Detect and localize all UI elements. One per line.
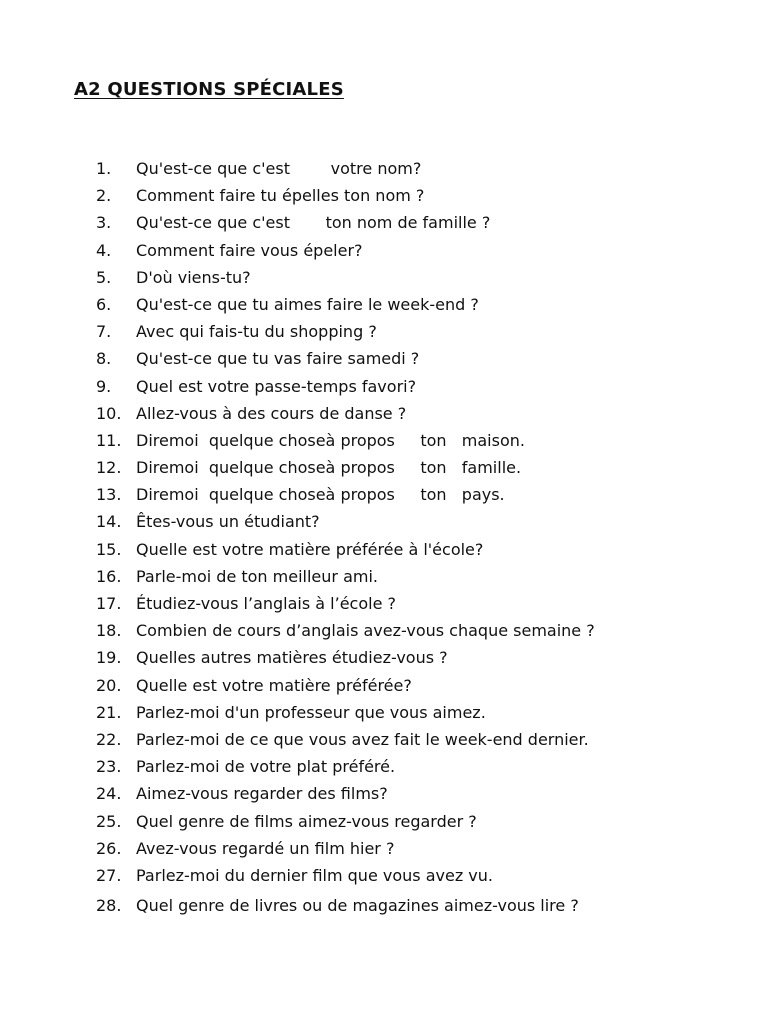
question-text: Quelle est votre matière préférée? (136, 675, 412, 695)
list-item (96, 209, 595, 236)
question-text: Aimez-vous regarder des films? (136, 784, 388, 804)
list-item (96, 862, 595, 889)
list-item (96, 780, 595, 807)
question-text: Diremoi quelque choseà propos ton famille. (136, 458, 522, 478)
question-text: Combien de cours d’anglais avez-vous chaque semaine ? (136, 621, 595, 641)
question-number: 6. (96, 294, 112, 314)
list-item (96, 508, 595, 535)
question-text: Quelles autres matières étudiez-vous ? (136, 648, 448, 668)
list-item (96, 454, 595, 481)
question-text: Êtes-vous un étudiant? (136, 512, 320, 532)
question-number: 7. (96, 322, 112, 342)
question-text: Quel genre de livres ou de magazines aimez-vous lire ? (136, 896, 579, 916)
list-item (96, 182, 595, 209)
list-item (96, 264, 595, 291)
question-number: 19. (96, 648, 122, 668)
question-text: Parlez-moi de votre plat préféré. (136, 757, 396, 777)
question-number: 3. (96, 213, 112, 233)
question-text: Parlez-moi de ce que vous avez fait le week-end dernier. (136, 729, 589, 749)
list-item (96, 726, 595, 753)
list-item (96, 155, 595, 182)
list-item (96, 808, 595, 835)
question-number: 22. (96, 729, 122, 749)
list-item (96, 835, 595, 862)
list-item (96, 699, 595, 726)
question-number: 4. (96, 240, 112, 260)
question-number: 12. (96, 458, 122, 478)
list-item (96, 481, 595, 508)
question-list (96, 155, 595, 919)
question-number: 28. (96, 896, 122, 916)
page-title: A2 QUESTIONS SPÉCIALES (74, 79, 344, 100)
question-number: 9. (96, 376, 112, 396)
list-item (96, 427, 595, 454)
question-number: 20. (96, 675, 122, 695)
question-number: 2. (96, 186, 112, 206)
question-text: Qu'est-ce que tu vas faire samedi ? (136, 349, 420, 369)
question-text: Avez-vous regardé un film hier ? (136, 838, 395, 858)
question-number: 25. (96, 811, 122, 831)
question-text: Étudiez-vous l’anglais à l’école ? (136, 594, 396, 613)
question-number: 8. (96, 349, 112, 369)
question-number: 13. (96, 485, 122, 505)
question-number: 26. (96, 838, 122, 858)
question-text: Parlez-moi du dernier film que vous avez vu. (136, 865, 493, 885)
list-item (96, 318, 595, 345)
question-number: 17. (96, 594, 122, 613)
question-text: Parle-moi de ton meilleur ami. (136, 566, 378, 586)
list-item (96, 892, 595, 919)
question-number: 11. (96, 430, 122, 450)
question-text: Qu'est-ce que c'est ton nom de famille ? (136, 213, 491, 233)
question-number: 1. (96, 159, 112, 178)
list-item (96, 753, 595, 780)
list-item (96, 536, 595, 563)
question-text: Quel est votre passe-temps favori? (136, 376, 417, 396)
question-number: 15. (96, 539, 122, 559)
question-text: Allez-vous à des cours de danse ? (136, 403, 407, 423)
question-text: Comment faire vous épeler? (136, 240, 363, 260)
question-number: 14. (96, 512, 122, 532)
question-text: Qu'est-ce que c'est votre nom? (136, 159, 422, 178)
question-text: Comment faire tu épelles ton nom ? (136, 186, 425, 206)
question-text: Parlez-moi d'un professeur que vous aimez. (136, 702, 486, 722)
question-number: 27. (96, 865, 122, 885)
question-number: 18. (96, 621, 122, 641)
list-item (96, 563, 595, 590)
question-number: 10. (96, 403, 122, 423)
list-item (96, 672, 595, 699)
list-item (96, 400, 595, 427)
question-number: 5. (96, 267, 112, 287)
question-number: 21. (96, 702, 122, 722)
question-number: 23. (96, 757, 122, 777)
question-number: 24. (96, 784, 122, 804)
question-text: Quelle est votre matière préférée à l'école? (136, 539, 484, 559)
list-item (96, 237, 595, 264)
question-text: Avec qui fais-tu du shopping ? (136, 322, 377, 342)
list-item (96, 373, 595, 400)
list-item (96, 590, 595, 617)
question-text: Diremoi quelque choseà propos ton maison. (136, 430, 525, 450)
question-text: Quel genre de films aimez-vous regarder ? (136, 811, 477, 831)
question-text: Diremoi quelque choseà propos ton pays. (136, 485, 505, 505)
list-item (96, 644, 595, 671)
list-item (96, 345, 595, 372)
list-item (96, 617, 595, 644)
list-item (96, 291, 595, 318)
question-number: 16. (96, 566, 122, 586)
question-text: Qu'est-ce que tu aimes faire le week-end ? (136, 294, 479, 314)
question-text: D'où viens-tu? (136, 267, 251, 287)
